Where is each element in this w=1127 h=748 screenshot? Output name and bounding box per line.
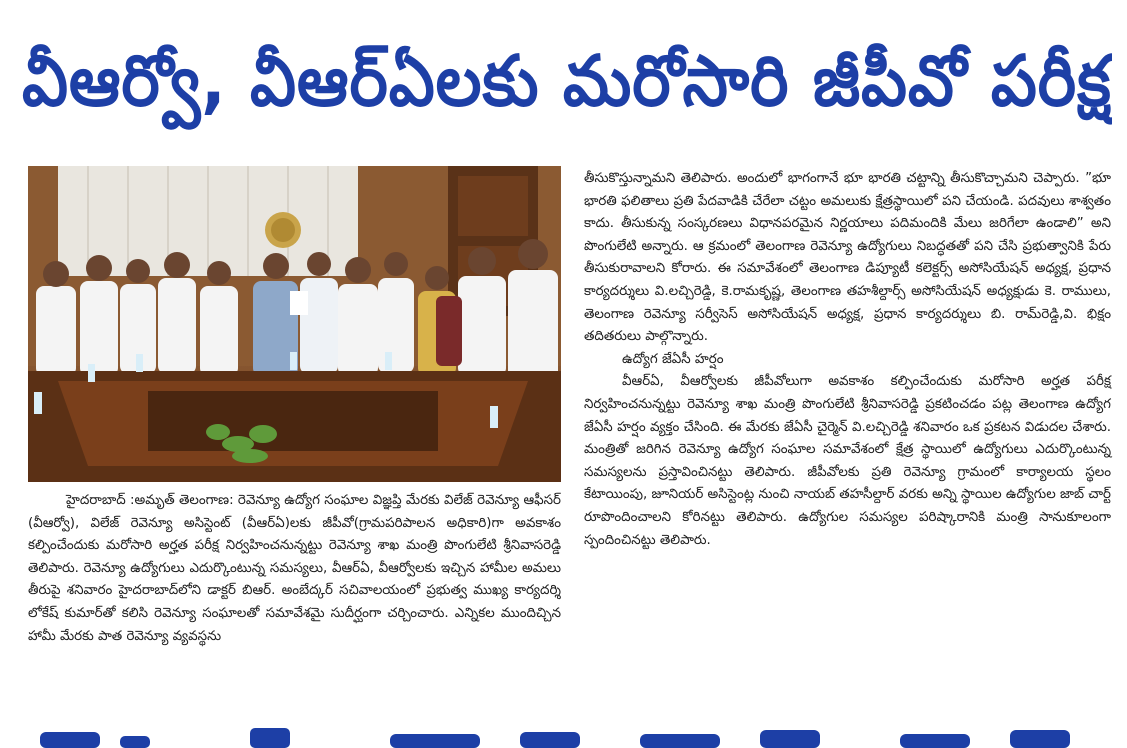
article-paragraph: వీఆర్ఏ, వీఆర్వోలకు జీపీవోలుగా అవకాశం కల్పించేందుకు మరోసారి అర్హత పరీక్ష నిర్వహించనున్నట్టు రెవెన్యూ శాఖ మంత్రి పొంగులేటి శ్రీనివాసరెడ్డి ప్రకటించడం పట్ల తెలంగాణ ఉద్యోగ జేఏసీ హర్షం వ్యక్తం చేసింది. ఈ మేరకు జేఏసీ చైర్మెన్ వి.లచ్చిరెడ్డి శనివారం ఒక ప్రకటన విడుదల చేశారు. మంత్రితో జరిగిన రెవెన్యూ ఉద్యోగ సంఘాల సమావేశంలో క్షేత్ర స్థాయిలో ఉద్యోగులు ఎదుర్కొంటున్న సమస్యలను ప్రస్తావించినట్టు తెలిపారు. జీపీవోలకు ప్రతి రెవెన్యూ గ్రామంలో కార్యాలయ స్థలం కేటాయింపు, జూనియర్ అసిస్టెంట్ల నుంచి నాయబ్ తహసీల్దార్ వరకు అన్ని స్థాయిల ఉద్యోగుల జాబ్ చార్ట్ రూపొందించాలని కోరినట్టు తెలిపారు. ఉద్యోగుల సమస్యల పరిష్కారానికి మంత్రి సానుకూలంగా స్పందించినట్టు తెలిపారు.: [584, 374, 1111, 548]
article-column-right: [584, 168, 1111, 552]
article-paragraph: హైదరాబాద్ :అమృత్ తెలంగాణ: రెవెన్యూ ఉద్యోగ సంఘాల విజ్ఞప్తి మేరకు విలేజ్ రెవెన్యూ ఆఫీసర్ (వీఆర్వో), విలేజ్ రెవెన్యూ అసిస్టెంట్ (వీఆర్ఏ)లకు జీపీవో(గ్రామపరిపాలన అధికారి)గా అవకాశం కల్పించేందుకు మరోసారి అర్హత పరీక్ష నిర్వహించనున్నట్టు రెవెన్యూ శాఖ మంత్రి పొంగులేటి శ్రీనివాసరెడ్డి తెలిపారు. రెవెన్యూ ఉద్యోగులు ఎదుర్కొంటున్న సమస్యలు, వీఆర్ఏ, వీఆర్వోలకు ఇచ్చిన హామీల అమలు తీరుపై శనివారం హైదరాబాద్‌లోని డాక్టర్ బిఆర్. అంబేద్కర్ సచివాలయంలో ప్రభుత్వ ముఖ్య కార్యదర్శి లోకేష్ కుమార్‌తో కలిసి రెవెన్యూ సంఘాలతో సమావేశమై సుదీర్ఘంగా చర్చించారు. ఎన్నికల ముందిచ్చిన హామీ మేరకు పాత రెవెన్యూ వ్యవస్థను: [28, 493, 561, 644]
headline: వీఆర్వో, వీఆర్ఏలకు మరోసారి జీపీవో పరీక్ష: [22, 40, 1112, 122]
article-subheading: ఉద్యోగ జేఏసీ హర్షం: [622, 351, 724, 367]
article-column-left: [28, 490, 561, 648]
article-paragraph: తీసుకొస్తున్నామని తెలిపారు. అందులో భాగంగానే భూ భారతి చట్టాన్ని తీసుకొచ్చామని చెప్పారు. ”భూ భారతి ఫలితాలు ప్రతి పేదవాడికి చేరేలా చట్టం అమలుకు క్షేత్రస్థాయిలో పని చేయండి. పదవులు శాశ్వతం కాదు. తీసుకున్న సంస్కరణలు విధానపరమైన నిర్ణయాలు పదిమందికి మేలు జరిగేలా ఉండాలి” అని పొంగులేటి అన్నారు. ఆ క్రమంలో తెలంగాణ రెవెన్యూ ఉద్యోగులు నిబద్ధతతో పని చేసి ప్రభుత్వానికి పేరు తీసుకురావాలని కోరారు. ఈ సమావేశంలో తెలంగాణ డిప్యూటీ కలెక్టర్స్ అసోసియేషన్ అధ్యక్ష, ప్రధాన కార్యదర్శులు వి.లచ్చిరెడ్డి, కె.రామకృష్ణ, తెలంగాణ తహశీల్దార్స్ అసోసియేషన్ అధ్యక్షుడు కె. రాములు, తెలంగాణ రెవెన్యూ సర్వీసెస్ అసోసియేషన్ అధ్యక్ష, ప్రధాన కార్యదర్శులు బి. రామ్‌రెడ్డి,వి. భిక్షం తదితరులు పాల్గొన్నారు.: [584, 171, 1111, 345]
news-photo: [28, 166, 561, 482]
next-headline-fragment: [0, 718, 1127, 748]
